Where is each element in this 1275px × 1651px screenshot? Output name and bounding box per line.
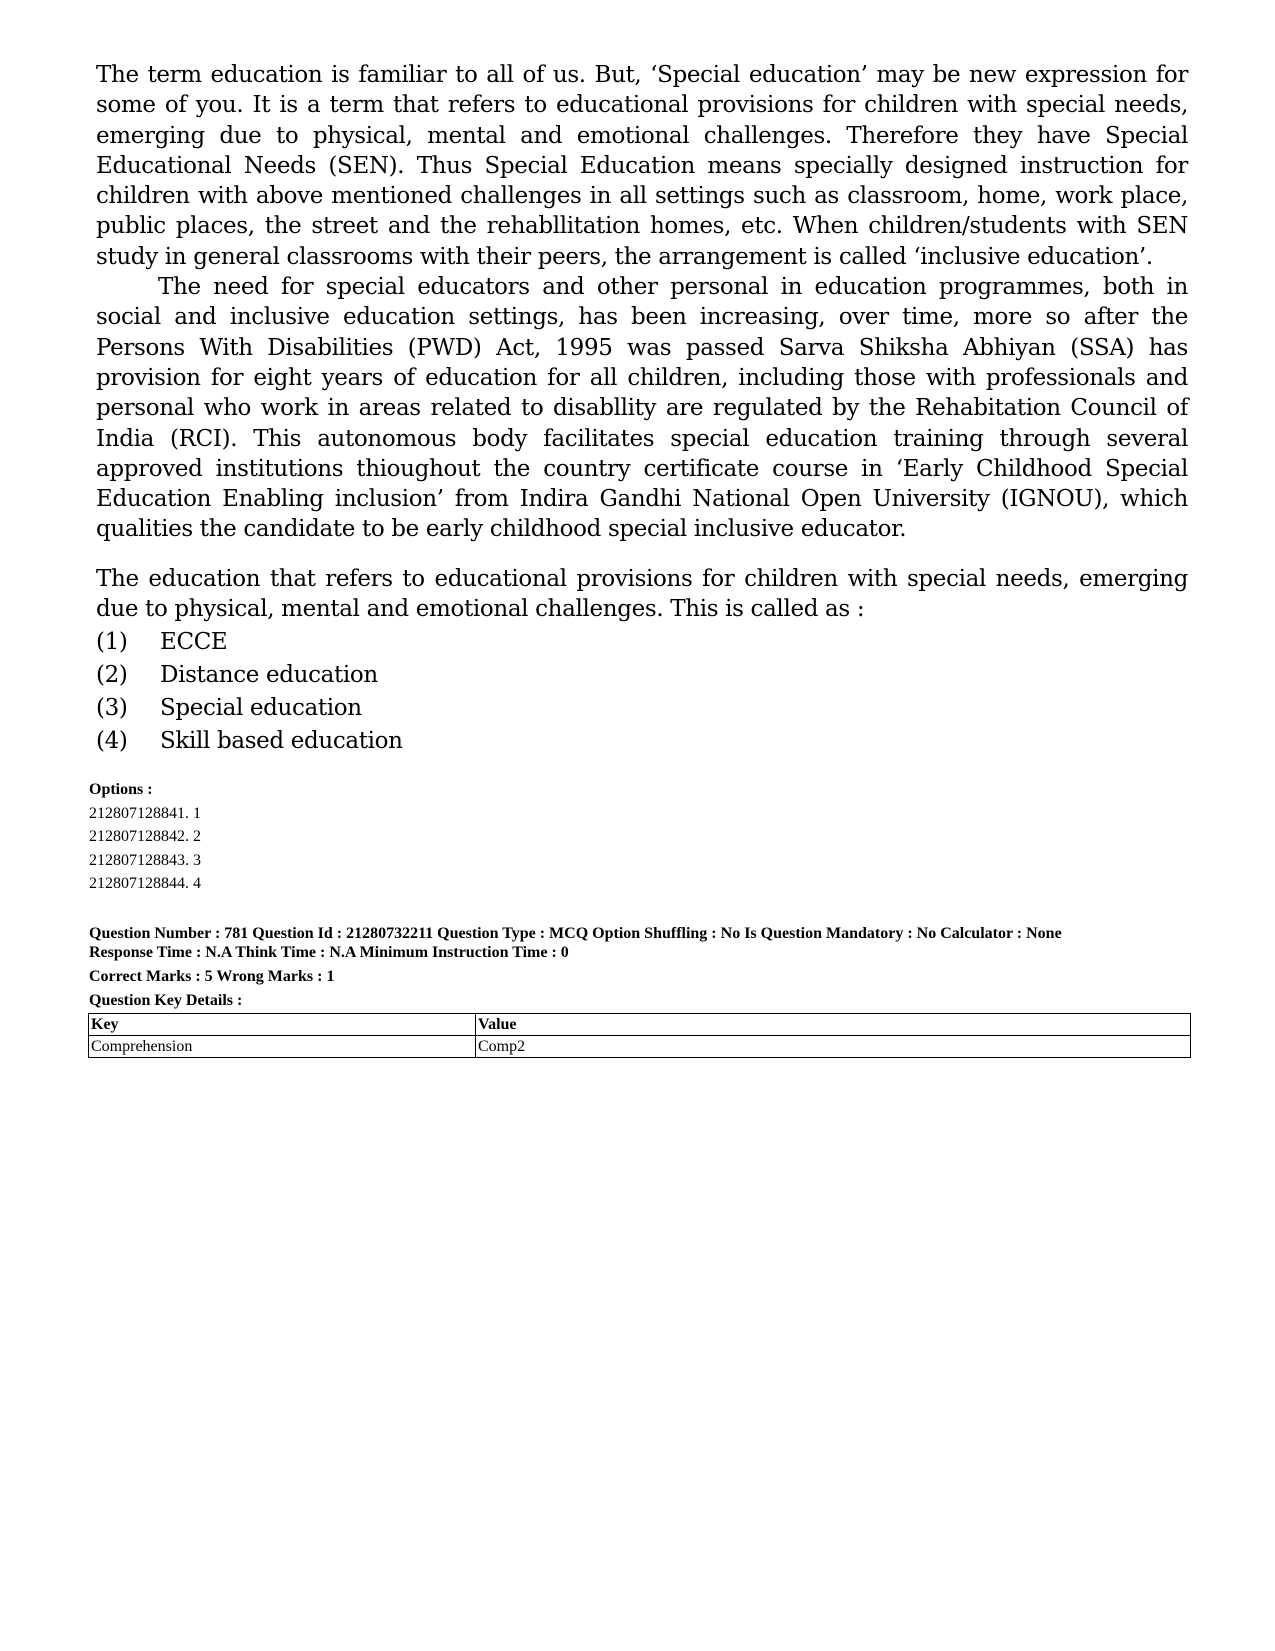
choice-text: Special education bbox=[160, 694, 362, 721]
table-row bbox=[89, 1036, 1191, 1058]
choice-text: Skill based education bbox=[160, 727, 403, 754]
question-stem: The education that refers to educational provisions for children with special needs, emerging due to physical, mental and emotional challenges. This is called as : bbox=[96, 566, 1188, 623]
table-header-value: Value bbox=[476, 1014, 1191, 1036]
question-info-line: Question Number : 781 Question Id : 21280732211 Question Type : MCQ Option Shuffling : No Is Question Mandatory : No Calculator : None bbox=[89, 925, 1062, 942]
choice-item bbox=[96, 692, 1188, 725]
key-details-label: Question Key Details : bbox=[89, 992, 243, 1009]
table-header-key: Key bbox=[89, 1014, 476, 1036]
question-key-table bbox=[88, 1013, 1191, 1058]
choice-item bbox=[96, 659, 1188, 692]
options-list bbox=[89, 778, 201, 896]
choice-text: Distance education bbox=[160, 661, 378, 688]
timing-info-line: Response Time : N.A Think Time : N.A Minimum Instruction Time : 0 bbox=[89, 944, 569, 961]
table-cell-key: Comprehension bbox=[89, 1036, 476, 1058]
choice-item bbox=[96, 626, 1188, 659]
table-header-row bbox=[89, 1014, 1191, 1036]
option-id-item: 212807128844. 4 bbox=[89, 875, 201, 892]
choice-number: (3) bbox=[96, 694, 128, 721]
option-id-item: 212807128843. 3 bbox=[89, 851, 201, 869]
passage-paragraph-1: The term education is familiar to all of us. But, ‘Special education’ may be new expression for some of you. It is a term that refers to educational provisions for children with special needs, emerging due to physical, mental and emotional challenges. Therefore they have Special Educational Needs (SEN). Thus Special Education means specially designed instruction for children with above mentioned challenges in all settings such as classroom, home, work place, public places, the street and the rehabllitation homes, etc. When children/students with SEN study in general classrooms with their peers, the arrangement is called ‘inclusive education’. bbox=[96, 62, 1188, 270]
passage-paragraph-2: The need for special educators and other personal in education programmes, both in social and inclusive education settings, has been increasing, over time, more so after the Persons With Disabilities (PWD) Act, 1995 was passed Sarva Shiksha Abhiyan (SSA) has provision for eight years of education for all children, including those with professionals and personal who work in areas related to disabllity are regulated by the Rehabitation Council of India (RCI). This autonomous body facilitates special education training through several approved institutions thioughout the country certificate course in ‘Early Childhood Special Education Enabling inclusion’ from Indira Gandhi National Open University (IGNOU), which qualities the candidate to be early childhood special inclusive educator. bbox=[96, 274, 1188, 543]
choice-text: ECCE bbox=[160, 628, 228, 655]
option-id-item: 212807128841. 1 bbox=[89, 804, 201, 822]
table-cell-value: Comp2 bbox=[476, 1036, 1191, 1058]
comprehension-passage bbox=[96, 60, 1188, 545]
option-id-item: 212807128842. 2 bbox=[89, 828, 201, 845]
choice-number: (4) bbox=[96, 727, 128, 754]
question-metadata bbox=[89, 924, 1189, 1010]
choice-number: (1) bbox=[96, 628, 128, 655]
choice-number: (2) bbox=[96, 661, 128, 688]
options-heading: Options : bbox=[89, 781, 153, 798]
choice-item bbox=[96, 725, 1188, 758]
marks-line: Correct Marks : 5 Wrong Marks : 1 bbox=[89, 968, 335, 985]
question-block bbox=[96, 564, 1188, 758]
